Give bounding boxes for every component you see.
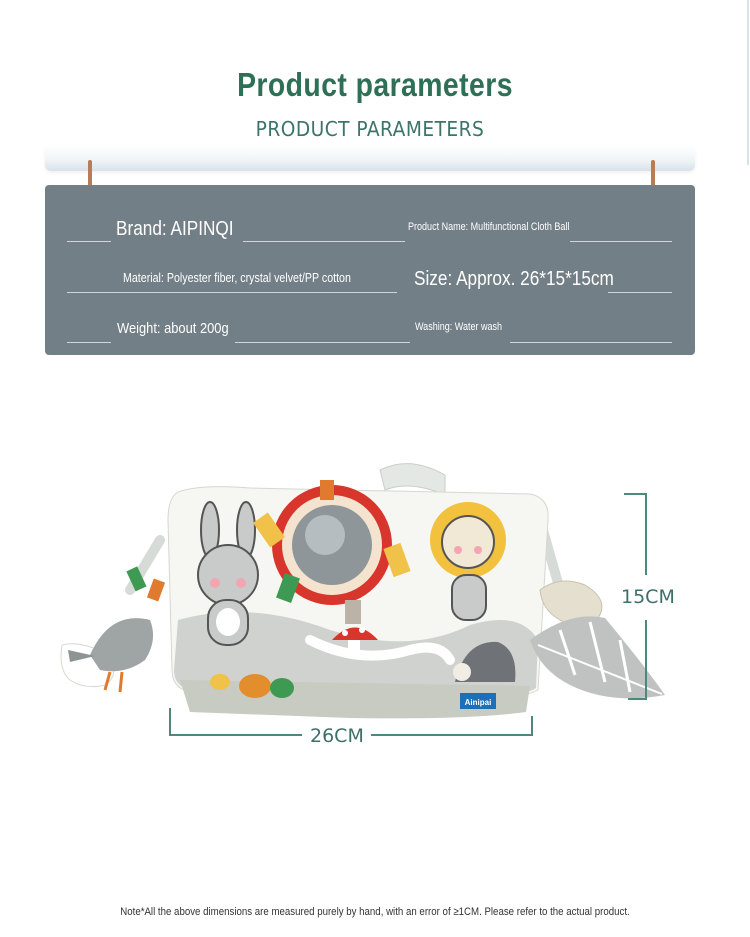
rule-line [67, 342, 111, 343]
height-dimension-top-tick [624, 493, 647, 495]
footer-note: Note*All the above dimensions are measured purely by hand, with an error of ≥1CM. Please refer to the actual product. [120, 906, 630, 918]
rule-line [608, 292, 672, 293]
height-dimension-line [645, 620, 647, 700]
height-dimension-label: 15CM [621, 586, 675, 608]
width-dimension-line [169, 734, 302, 736]
page-title: Product parameters [237, 66, 513, 103]
height-dimension-line [645, 493, 647, 575]
param-brand: Brand: AIPINQI [116, 218, 234, 240]
height-dimension-bottom-tick [628, 698, 647, 700]
param-size: Size: Approx. 26*15*15cm [414, 268, 614, 290]
rule-line [570, 241, 672, 242]
bird [61, 566, 165, 692]
page-subtitle: PRODUCT PARAMETERS [255, 117, 485, 141]
param-product-name: Product Name: Multifunctional Cloth Ball [408, 221, 570, 233]
param-weight: Weight: about 200g [117, 320, 229, 337]
rule-line [235, 342, 410, 343]
width-dimension-right-tick [531, 716, 533, 736]
width-dimension-line [371, 734, 533, 736]
rule-line [67, 241, 111, 242]
width-dimension-left-tick [169, 708, 171, 736]
hanging-rod [45, 145, 695, 171]
rule-line [510, 342, 672, 343]
param-washing: Washing: Water wash [415, 321, 503, 333]
product-photo [50, 450, 690, 750]
rule-line [67, 292, 397, 293]
param-material: Material: Polyester fiber, crystal velvet/PP cotton [123, 270, 351, 285]
parameters-board [45, 185, 695, 355]
edge-bar [747, 0, 749, 165]
width-dimension-label: 26CM [310, 725, 364, 747]
brand-tag: Ainipai [464, 698, 492, 707]
rule-line [243, 241, 405, 242]
